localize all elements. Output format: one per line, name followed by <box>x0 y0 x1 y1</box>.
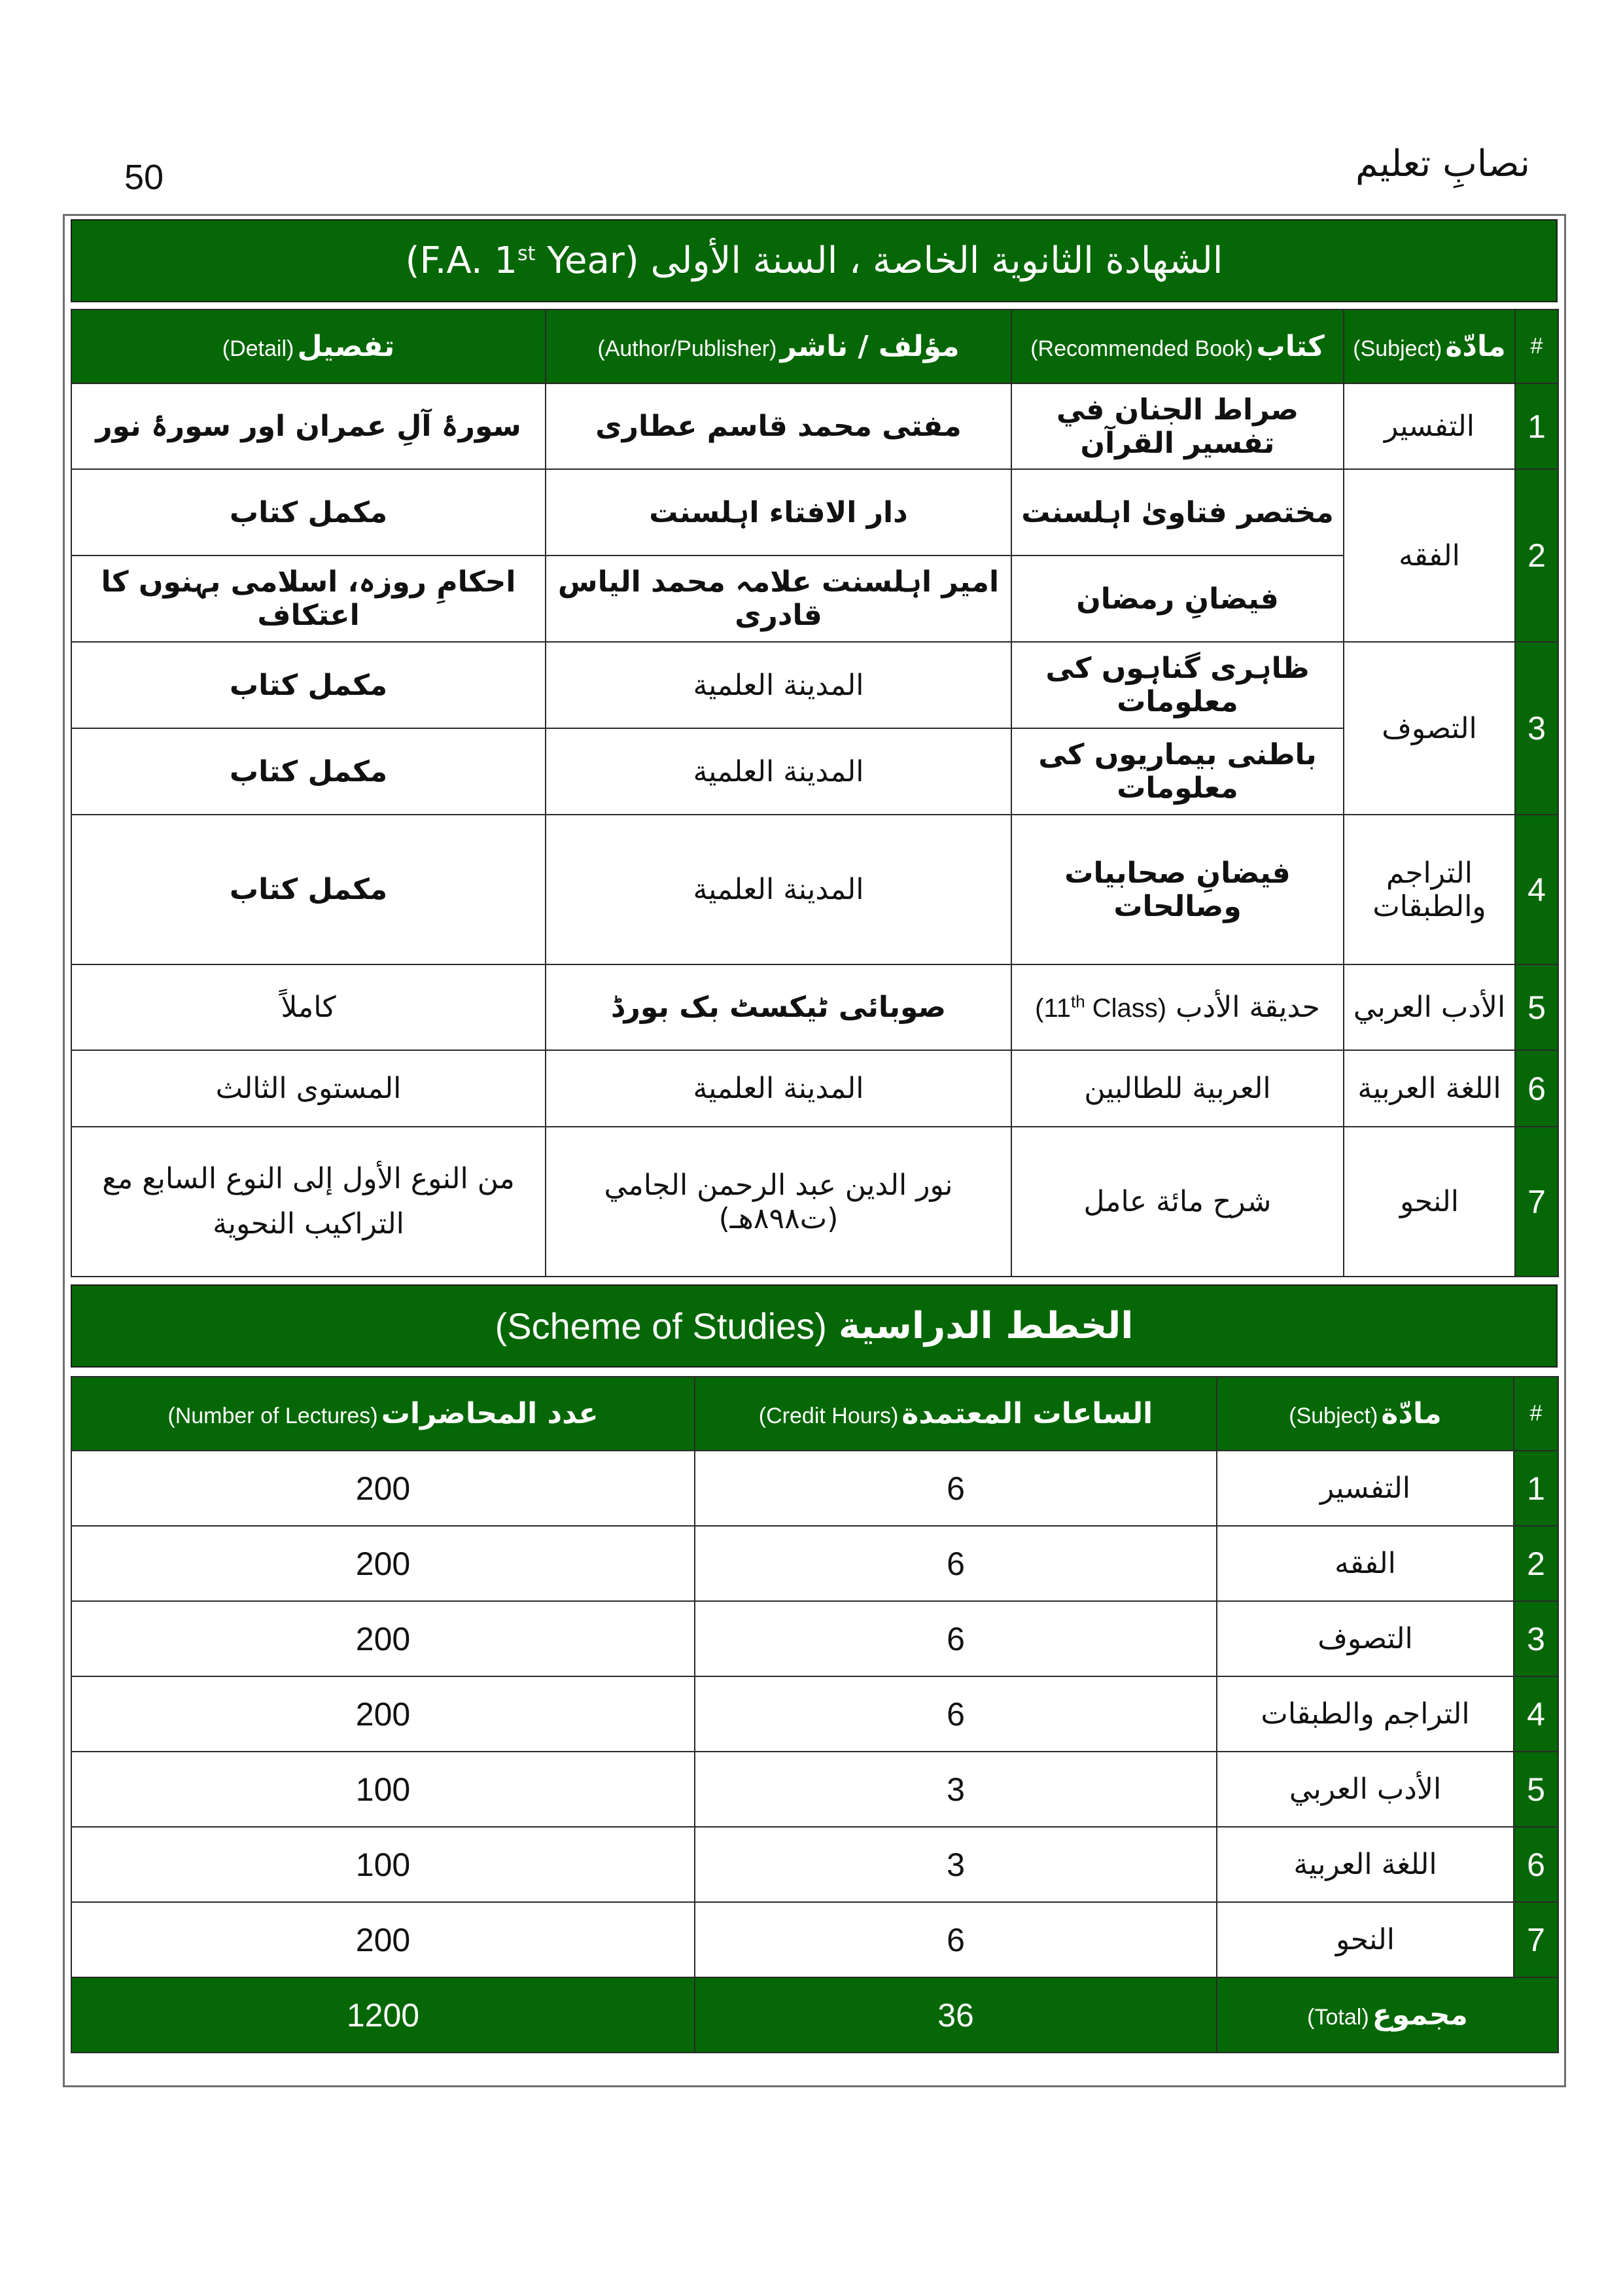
subject-cell: اللغة العربية <box>1344 1050 1515 1127</box>
detail-cell: مکمل کتاب <box>71 728 546 815</box>
table-row <box>71 556 1558 642</box>
subject-cell: التصوف <box>1217 1601 1514 1676</box>
subject-cell: التراجم والطبقات <box>1344 815 1515 964</box>
credit-cell: 3 <box>695 1752 1217 1827</box>
row-number: 7 <box>1514 1902 1558 1977</box>
table-row <box>71 1601 1558 1676</box>
subject-cell: اللغة العربية <box>1217 1827 1514 1902</box>
subject-cell: التفسير <box>1344 383 1515 469</box>
total-lectures: 1200 <box>71 1977 695 2053</box>
detail-cell: احکامِ روزہ، اسلامی بہنوں کا اعتکاف <box>71 556 546 642</box>
table-row <box>71 964 1558 1050</box>
table-row <box>71 1451 1558 1526</box>
detail-cell: مکمل کتاب <box>71 642 546 728</box>
lectures-cell: 100 <box>71 1827 695 1902</box>
page-number: 50 <box>124 158 164 197</box>
credit-cell: 6 <box>695 1902 1217 1977</box>
table-row <box>71 1526 1558 1601</box>
subject-cell: النحو <box>1217 1902 1514 1977</box>
total-credit: 36 <box>695 1977 1217 2053</box>
syllabus-header-row <box>71 309 1558 383</box>
lectures-cell: 200 <box>71 1902 695 1977</box>
book-cell: العربية للطالبين <box>1011 1050 1344 1127</box>
book-cell: باطنی بیماریوں کی معلومات <box>1011 728 1344 815</box>
table-row <box>71 728 1558 815</box>
detail-cell: من النوع الأول إلى النوع السابع مع التراكيب النحوية <box>71 1127 546 1277</box>
book-cell: صراط الجنان في تفسير القرآن <box>1011 383 1344 469</box>
col-subject-header: مادّة (Subject) <box>1217 1377 1514 1451</box>
book-cell: مختصر فتاویٰ اہلسنت <box>1011 469 1344 556</box>
book-cell: شرح مائة عامل <box>1011 1127 1344 1277</box>
section2-title-en: (Scheme of Studies) <box>495 1305 827 1347</box>
credit-cell: 6 <box>695 1451 1217 1526</box>
col-author-header: مؤلف / ناشر (Author/Publisher) <box>546 309 1011 383</box>
table-row <box>71 1752 1558 1827</box>
table-row <box>71 1676 1558 1752</box>
table-row <box>71 383 1558 469</box>
lectures-cell: 200 <box>71 1601 695 1676</box>
row-number: 6 <box>1515 1050 1558 1127</box>
row-number: 5 <box>1514 1752 1558 1827</box>
running-title: نصابِ تعلیم <box>1355 143 1530 185</box>
table-row <box>71 1050 1558 1127</box>
row-number: 7 <box>1515 1127 1558 1277</box>
section1-title <box>71 219 1558 302</box>
subject-cell: الفقه <box>1344 469 1515 642</box>
author-cell: نور الدين عبد الرحمن الجامي (ت٨٩٨هـ) <box>546 1127 1011 1277</box>
section2-title-ar: الخطط الدراسية <box>838 1305 1134 1347</box>
row-number: 1 <box>1515 383 1558 469</box>
row-number: 6 <box>1514 1827 1558 1902</box>
col-credit-header: الساعات المعتمدة (Credit Hours) <box>695 1377 1217 1451</box>
author-cell: صوبائی ٹیکسٹ بک بورڈ <box>546 964 1011 1050</box>
row-number: 3 <box>1515 642 1558 815</box>
row-number: 3 <box>1514 1601 1558 1676</box>
credit-cell: 6 <box>695 1601 1217 1676</box>
lectures-cell: 100 <box>71 1752 695 1827</box>
book-cell: فیضانِ صحابیات وصالحات <box>1011 815 1344 964</box>
lectures-cell: 200 <box>71 1526 695 1601</box>
subject-cell: النحو <box>1344 1127 1515 1277</box>
detail-cell: كاملاً <box>71 964 546 1050</box>
detail-cell: مکمل کتاب <box>71 815 546 964</box>
row-number: 4 <box>1514 1676 1558 1752</box>
table-row <box>71 1902 1558 1977</box>
subject-cell: الأدب العربي <box>1344 964 1515 1050</box>
credit-cell: 6 <box>695 1676 1217 1752</box>
author-cell: المدينة العلمية <box>546 642 1011 728</box>
scheme-table <box>71 1376 1559 2053</box>
lectures-cell: 200 <box>71 1451 695 1526</box>
subject-cell: التفسير <box>1217 1451 1514 1526</box>
total-row <box>71 1977 1558 2053</box>
subject-cell: الفقه <box>1217 1526 1514 1601</box>
detail-cell: المستوى الثالث <box>71 1050 546 1127</box>
total-label: مجموع (Total) <box>1217 1977 1558 2053</box>
table-row <box>71 1127 1558 1277</box>
author-cell: مفتی محمد قاسم عطاری <box>546 383 1011 469</box>
row-number: 5 <box>1515 964 1558 1050</box>
table-row <box>71 1827 1558 1902</box>
col-book-header: كتاب (Recommended Book) <box>1011 309 1344 383</box>
subject-cell: التصوف <box>1344 642 1515 815</box>
detail-cell: مکمل کتاب <box>71 469 546 556</box>
table-row <box>71 815 1558 964</box>
row-number: 4 <box>1515 815 1558 964</box>
detail-cell: سورۂ آلِ عمران اور سورۂ نور <box>71 383 546 469</box>
section1-title-en: (F.A. 1st Year) <box>405 239 639 282</box>
table-row <box>71 469 1558 556</box>
book-cell: فیضانِ رمضان <box>1011 556 1344 642</box>
author-cell: المدينة العلمية <box>546 1050 1011 1127</box>
col-num-header: # <box>1514 1377 1558 1451</box>
scheme-header-row <box>71 1377 1558 1451</box>
book-cell: حديقة الأدب (11th Class) <box>1011 964 1344 1050</box>
table-row <box>71 642 1558 728</box>
lectures-cell: 200 <box>71 1676 695 1752</box>
author-cell: امیر اہلسنت علامہ محمد الیاس قادری <box>546 556 1011 642</box>
col-num-header: # <box>1515 309 1558 383</box>
author-cell: المدينة العلمية <box>546 815 1011 964</box>
credit-cell: 3 <box>695 1827 1217 1902</box>
col-lectures-header: عدد المحاضرات (Number of Lectures) <box>71 1377 695 1451</box>
row-number: 1 <box>1514 1451 1558 1526</box>
book-cell: ظاہری گناہوں کی معلومات <box>1011 642 1344 728</box>
author-cell: دار الافتاء اہلسنت <box>546 469 1011 556</box>
subject-cell: الأدب العربي <box>1217 1752 1514 1827</box>
row-number: 2 <box>1514 1526 1558 1601</box>
syllabus-table <box>71 309 1559 1277</box>
section1-title-ar: الشهادة الثانوية الخاصة ، السنة الأولى <box>650 239 1223 282</box>
subject-cell: التراجم والطبقات <box>1217 1676 1514 1752</box>
author-cell: المدينة العلمية <box>546 728 1011 815</box>
credit-cell: 6 <box>695 1526 1217 1601</box>
section2-title <box>71 1284 1558 1368</box>
col-detail-header: تفصيل (Detail) <box>71 309 546 383</box>
row-number: 2 <box>1515 469 1558 642</box>
col-subject-header: مادّة (Subject) <box>1344 309 1515 383</box>
